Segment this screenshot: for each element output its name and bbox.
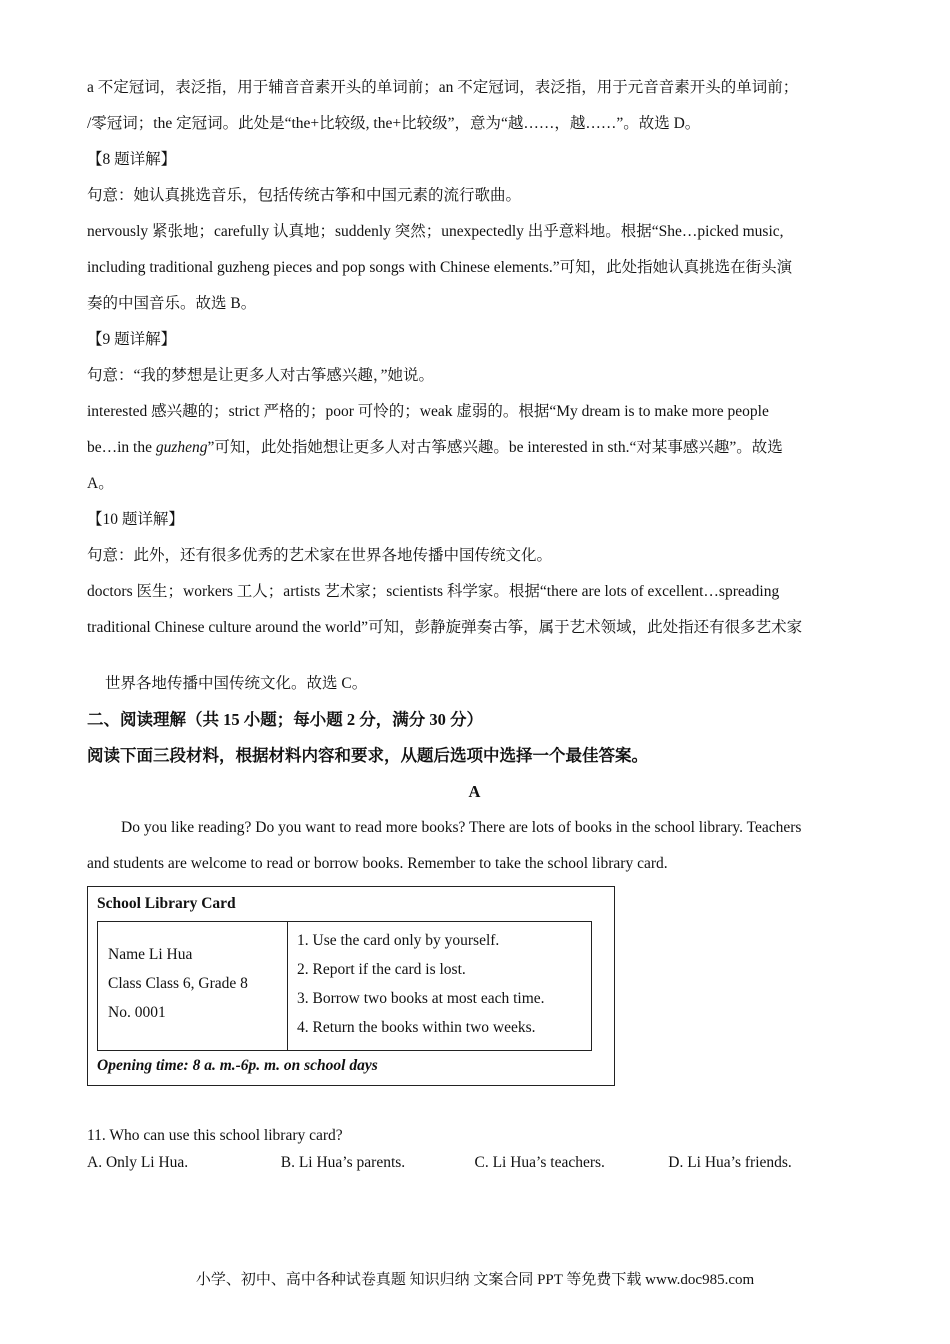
question-stem: 11. Who can use this school library card? xyxy=(87,1127,343,1144)
italic-term: guzheng xyxy=(155,439,208,456)
card-rule: 2. Report if the card is lost. xyxy=(297,961,466,978)
explanation-line: A。 xyxy=(87,475,114,492)
option-c: C. Li Hua’s teachers. xyxy=(474,1154,605,1171)
explanation-line: doctors 医生；workers 工人；artists 艺术家；scientists 科学家。根据“there are lots of excellent…spreading xyxy=(87,583,780,600)
text-segment: be…in the xyxy=(87,439,156,456)
card-opening-time: Opening time: 8 a. m.-6p. m. on school days xyxy=(97,1057,378,1074)
explanation-line: including traditional guzheng pieces and pop songs with Chinese elements.”可知，此处指她认真挑选在街头演 xyxy=(87,259,793,276)
card-rule: 3. Borrow two books at most each time. xyxy=(297,990,545,1007)
card-number: No. 0001 xyxy=(108,1004,166,1021)
explanation-line: 句意：此外，还有很多优秀的艺术家在世界各地传播中国传统文化。 xyxy=(87,547,553,564)
card-name: Name Li Hua xyxy=(108,946,193,963)
card-class: Class Class 6, Grade 8 xyxy=(108,975,248,992)
explanation-line: nervously 紧张地；carefully 认真地；suddenly 突然；unexpectedly 出乎意料地。根据“She…picked music, xyxy=(87,223,784,240)
card-rule: 1. Use the card only by yourself. xyxy=(297,932,500,949)
question-10-heading: 【10 题详解】 xyxy=(87,511,184,528)
explanation-line: /零冠词；the 定冠词。此处是“the+比较级, the+比较级”，意为“越……，越……”。故选 D。 xyxy=(87,115,701,132)
explanation-line xyxy=(87,430,862,466)
card-rules xyxy=(288,922,591,1050)
explanation-line: a 不定冠词，表泛指，用于辅音音素开头的单词前；an 不定冠词，表泛指，用于元音音素开头的单词前； xyxy=(87,79,799,96)
section-title: 二、阅读理解（共 15 小题；每小题 2 分，满分 30 分） xyxy=(87,710,483,729)
question-9-heading: 【9 题详解】 xyxy=(87,331,177,348)
explanation-line: interested 感兴趣的；strict 严格的；poor 可怜的；weak 虚弱的。根据“My dream is to make more people xyxy=(87,403,769,420)
option-d: D. Li Hua’s friends. xyxy=(668,1154,792,1171)
explanation-line: 句意：她认真挑选音乐，包括传统古筝和中国元素的流行歌曲。 xyxy=(87,187,522,204)
explanation-line: 句意：“我的梦想是让更多人对古筝感兴趣，”她说。 xyxy=(87,367,435,384)
passage-intro: Do you like reading? Do you want to read more books? There are lots of books in the school library. Teachers xyxy=(121,819,802,836)
option-b: B. Li Hua’s parents. xyxy=(280,1154,406,1171)
card-rule: 4. Return the books within two weeks. xyxy=(297,1019,536,1036)
question-options xyxy=(87,1154,862,1172)
card-title: School Library Card xyxy=(97,895,236,912)
explanation-line: 世界各地传播中国传统文化。故选 C。 xyxy=(105,675,368,692)
text-segment: ”可知，此处指她想让更多人对古筝感兴趣。be interested in sth.“对某事感兴趣”。故选 xyxy=(207,439,783,456)
explanation-line: 奏的中国音乐。故选 B。 xyxy=(87,295,257,312)
card-info xyxy=(98,922,288,1050)
option-a: A. Only Li Hua. xyxy=(87,1154,189,1171)
question-8-heading: 【8 题详解】 xyxy=(87,151,177,168)
library-card xyxy=(87,886,615,1086)
section-instruction: 阅读下面三段材料，根据材料内容和要求，从题后选项中选择一个最佳答案。 xyxy=(87,746,648,765)
explanation-line: traditional Chinese culture around the world”可知，彭静旋弹奏古筝，属于艺术领域，此处指还有很多艺术家 xyxy=(87,619,803,636)
passage-label: A xyxy=(468,782,481,801)
card-table xyxy=(97,921,592,1051)
document-body xyxy=(87,70,862,1172)
page-footer: 小学、初中、高中各种试卷真题 知识归纳 文案合同 PPT 等免费下载 www.doc985.com xyxy=(195,1272,755,1288)
passage-intro: and students are welcome to read or borrow books. Remember to take the school library card. xyxy=(87,855,668,872)
